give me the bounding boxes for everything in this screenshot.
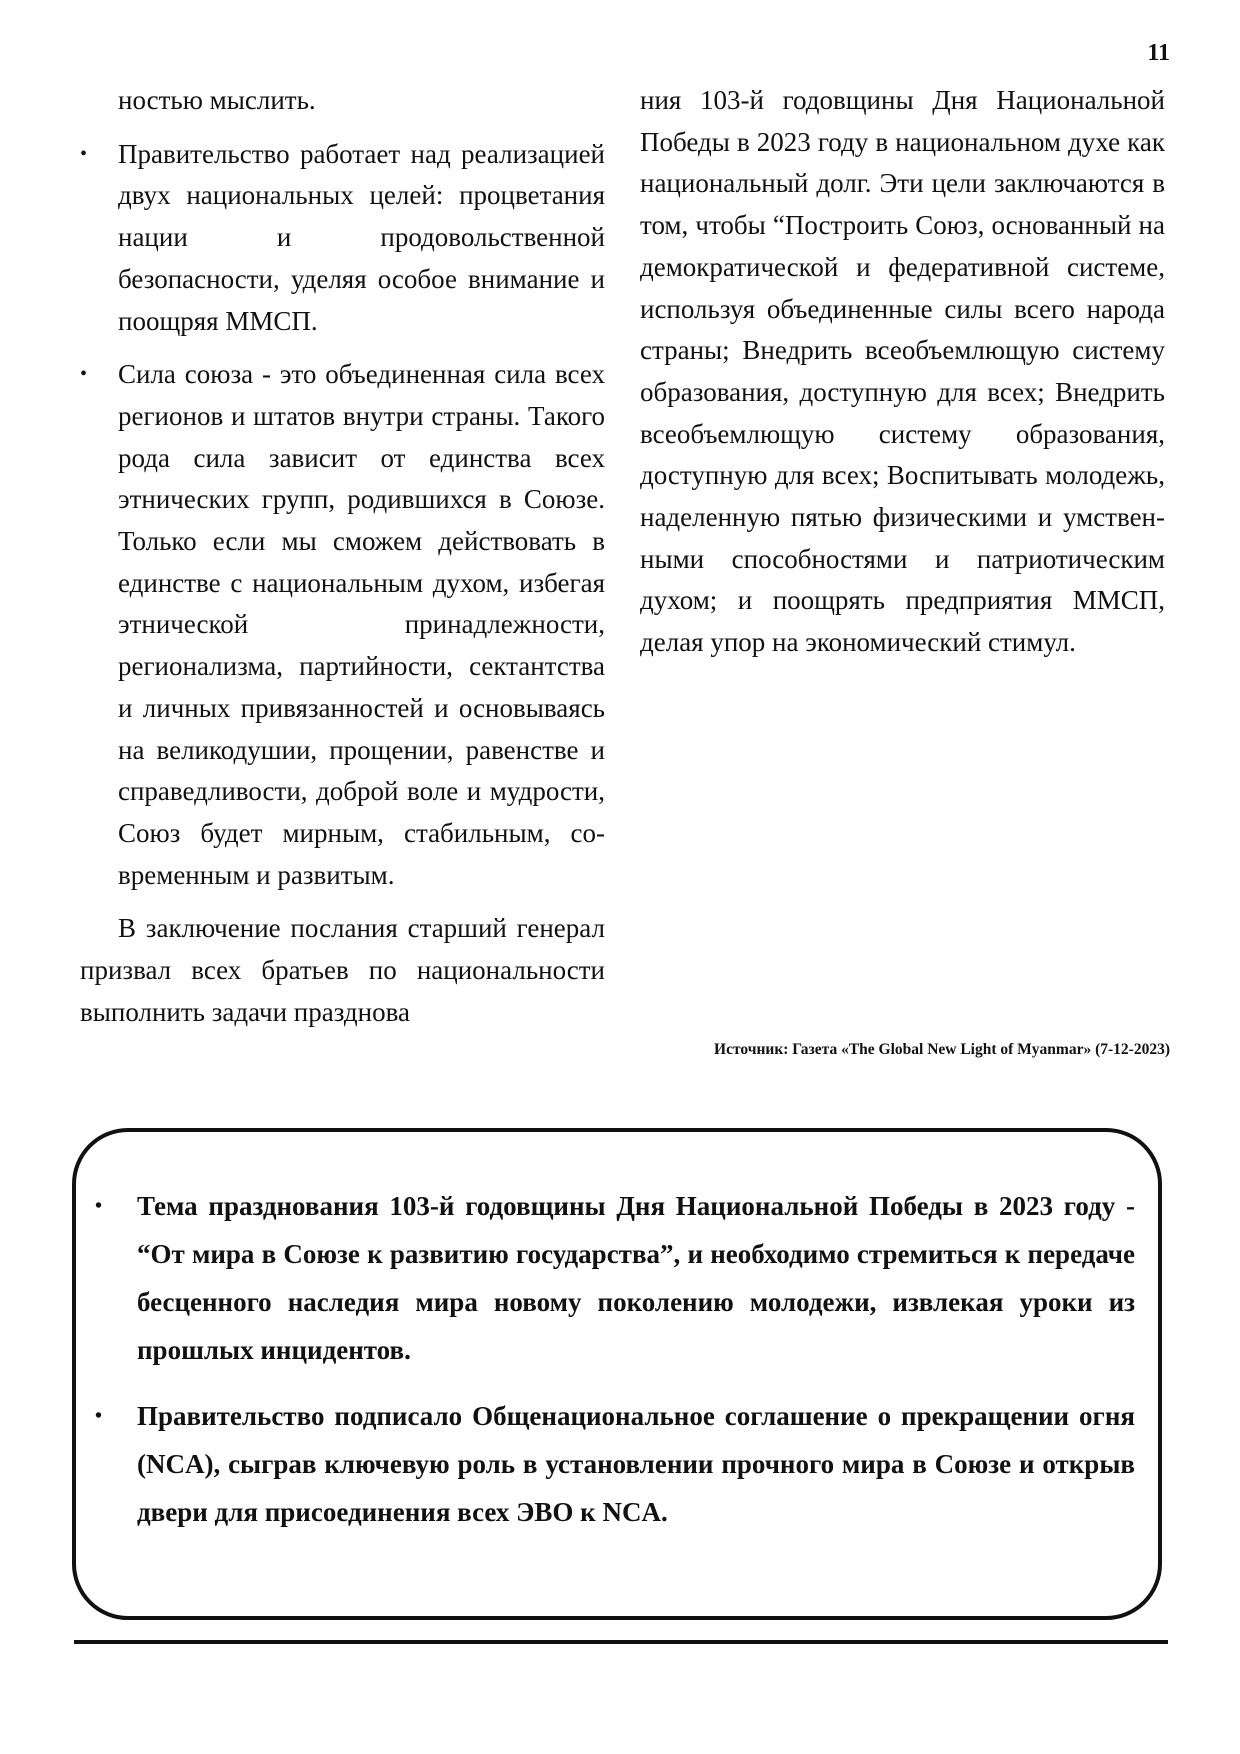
page-number: 11 (1147, 40, 1170, 66)
left-closing-paragraph: В заключение послания старший генерал призвал всех братьев по национальности выполнить задачи празднова (80, 913, 605, 1027)
left-column (80, 80, 605, 1033)
highlight-box-list (95, 1182, 1135, 1554)
source-note: Источник: Газета «The Global New Light of Myanmar» (7-12-2023) (714, 1041, 1170, 1058)
left-opening-line: ностью мыслить. (118, 85, 316, 115)
left-bullet-text: Правительство работает над реализацией двух национальных целей: процветания нации и продовольственной безопасности, уделяя особое внимание и поощряя ММСП. (118, 138, 605, 336)
left-bullet-list (80, 134, 605, 897)
highlight-item (95, 1392, 1135, 1536)
right-column (640, 80, 1165, 664)
bullet-dot-icon: • (80, 142, 88, 165)
highlight-item-text: Правительство подписало Общенациональное соглашение о прекращении огня (NCA), сыграв ключевую роль в установлении прочного мира в Союзе и открыв двери для присоединения всех ЭВО к NCA. (137, 1401, 1135, 1527)
bullet-dot-icon: • (95, 1405, 103, 1427)
right-paragraph: ния 103-й годовщины Дня Национальной Победы в 2023 году в национальном духе как национальный долг. Эти цели заключаются в том, чтобы “Построить Союз, основанный на демократической и федеративной системе, используя объединенные силы всего народа страны; Внедрить всеобъемлющую систему образования, доступную для всех; Внедрить всеобъемлющую систему образования, доступную для всех; Воспитывать молодежь, наделенную пятью физическими и умственными способностями и патриотическим духом; и поощрять предприятия ММСП, делая упор на экономический стимул. (640, 85, 1165, 658)
left-bullet-item (80, 354, 605, 896)
left-bullet-item (80, 134, 605, 343)
highlight-item-text: Тема празднования 103-й годовщины Дня Национальной Победы в 2023 году - “От мира в Союзе к развитию государства”, и необходимо стремиться к передаче бесценного наследия мира новому поколению молодежи, извлекая уроки из прошлых инцидентов. (137, 1191, 1135, 1365)
left-bullet-text: Сила союза - это объединенная сила всех регионов и штатов внутри страны. Такого рода сила зависит от единства всех этнических групп, родившихся в Союзе. Только если мы сможем действовать в единстве с национальным духом, избегая этнической принадлежности, регионализма, партийности, сектантства и личных привязанностей и основываясь на великодушии, прощении, равенстве и справедливости, доброй воле и мудрости, Союз будет мирным, стабильным, современным и развитым. (118, 359, 605, 890)
bullet-dot-icon: • (95, 1195, 103, 1217)
bullet-dot-icon: • (80, 363, 88, 386)
bottom-rule (74, 1640, 1168, 1644)
highlight-item (95, 1182, 1135, 1374)
